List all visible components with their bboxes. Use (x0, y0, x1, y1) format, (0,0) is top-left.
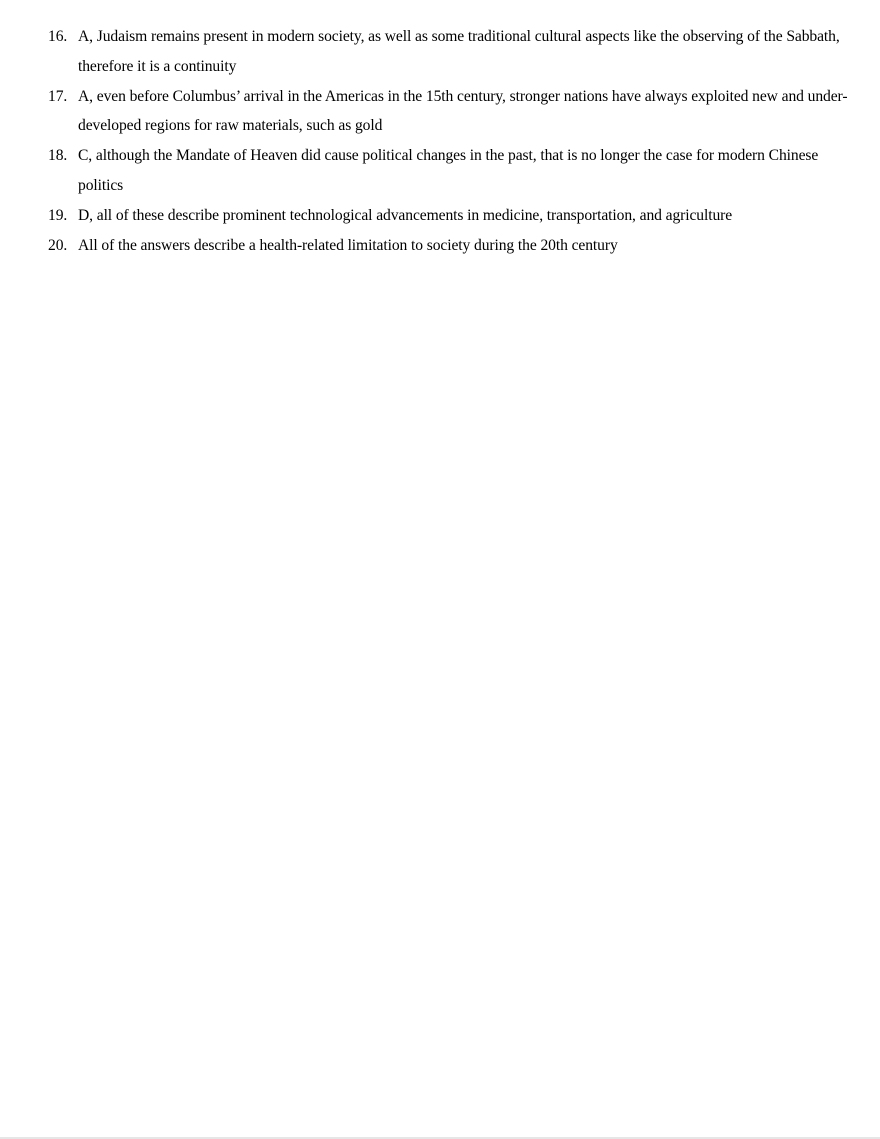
answer-text: D, all of these describe prominent technological advancements in medicine, transportation, and agriculture (78, 206, 733, 224)
answer-number: 17. (48, 87, 68, 105)
answer-number: 18. (48, 147, 68, 165)
answer-text: A, even before Columbus’ arrival in the Americas in the 15th century, stronger nations have always exploited new and under-developed regions for raw materials, such as gold (78, 87, 848, 135)
answer-number: 19. (48, 206, 68, 224)
answer-item-20 (48, 231, 858, 261)
answer-item-17 (48, 82, 858, 142)
answer-number: 16. (48, 28, 68, 45)
answer-text: A, Judaism remains present in modern society, as well as some traditional cultural aspects like the observing of the Sabbath, therefore it is a continuity (78, 28, 840, 75)
answer-text: All of the answers describe a health-related limitation to society during the 20th century (78, 236, 618, 254)
answer-item-16 (48, 22, 858, 82)
answer-text: C, although the Mandate of Heaven did cause political changes in the past, that is no longer the case for modern Chinese politics (78, 147, 819, 194)
answer-list (48, 22, 858, 260)
answer-item-18 (48, 141, 858, 201)
answer-item-19 (48, 201, 858, 231)
answer-number: 20. (48, 236, 68, 254)
